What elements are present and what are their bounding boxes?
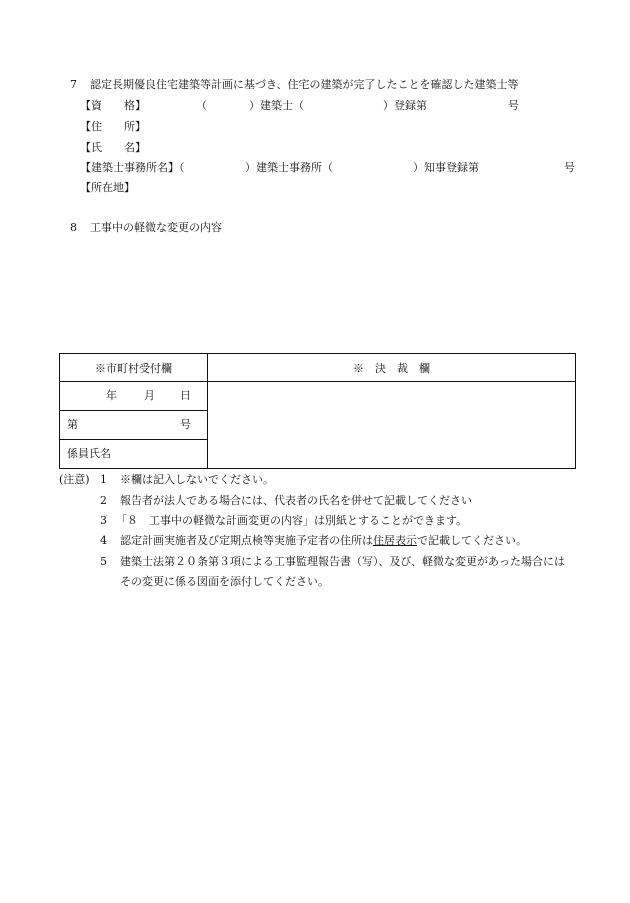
office-name-label: 【建築士事務所名】（ (80, 161, 185, 174)
note-text: 建築士法第２０条第３項による工事監理報告書（写）、及び、軽微な変更があった場合には (120, 555, 565, 568)
month-label: 月 (144, 389, 155, 402)
qualification-registration-text: ）登録第 (383, 99, 427, 112)
section-7-number: 7 (70, 78, 77, 91)
note-text: ※欄は記入しないでください。 (120, 473, 274, 486)
name-label: 【氏 名】 (80, 141, 146, 154)
section-7-title: 認定長期優良住宅建築等計画に基づき、住宅の建築が完了したことを確認した建築士等 (90, 78, 519, 91)
note-text-continuation: その変更に係る図面を添付してください。 (120, 575, 329, 588)
note-text-after: で記載してください。 (417, 534, 527, 547)
decision-cell[interactable] (208, 382, 576, 469)
office-number-suffix: 号 (564, 161, 575, 174)
number-suffix-label: 号 (180, 418, 191, 431)
note-number: 2 (100, 494, 107, 507)
note-text-before: 認定計画実施者及び定期点検等実施予定者の住所は (120, 534, 373, 547)
reception-header: ※市町村受付欄 (60, 354, 208, 382)
reception-number-cell[interactable] (60, 411, 208, 440)
note-text-underlined: 住居表示 (373, 534, 417, 547)
qualification-paren-open: （ (196, 99, 207, 112)
note-text: 「８ 工事中の軽微な計画変更の内容」は別紙とすることができます。 (116, 514, 468, 527)
address-label: 【住 所】 (80, 120, 146, 133)
office-type-text: ）建築士事務所（ (245, 161, 333, 174)
staff-name-label: 係員氏名 (67, 447, 111, 460)
note-number: 5 (100, 555, 107, 568)
notes-prefix: (注意) (59, 473, 90, 486)
year-label: 年 (106, 389, 117, 402)
reception-table (59, 353, 576, 469)
note-text: 報告者が法人である場合には、代表者の氏名を併せて記載してください (120, 494, 472, 507)
section-8-number: 8 (70, 221, 77, 234)
reception-date-cell[interactable] (60, 382, 208, 411)
note-number: 1 (100, 473, 107, 486)
office-registration-text: ）知事登録第 (413, 161, 479, 174)
note-text (120, 534, 527, 548)
qualification-architect-text: ）建築士（ (249, 99, 304, 112)
location-label: 【所在地】 (80, 181, 135, 194)
number-prefix-label: 第 (67, 418, 78, 431)
note-number: 4 (100, 534, 107, 547)
staff-name-cell[interactable] (60, 440, 208, 469)
day-label: 日 (180, 389, 191, 402)
decision-header: ※ 決 裁 欄 (208, 354, 576, 382)
section-8-title: 工事中の軽微な変更の内容 (90, 221, 222, 234)
qualification-label: 【資 格】 (80, 99, 146, 112)
qualification-number-suffix: 号 (508, 99, 519, 112)
note-number: 3 (100, 514, 107, 527)
